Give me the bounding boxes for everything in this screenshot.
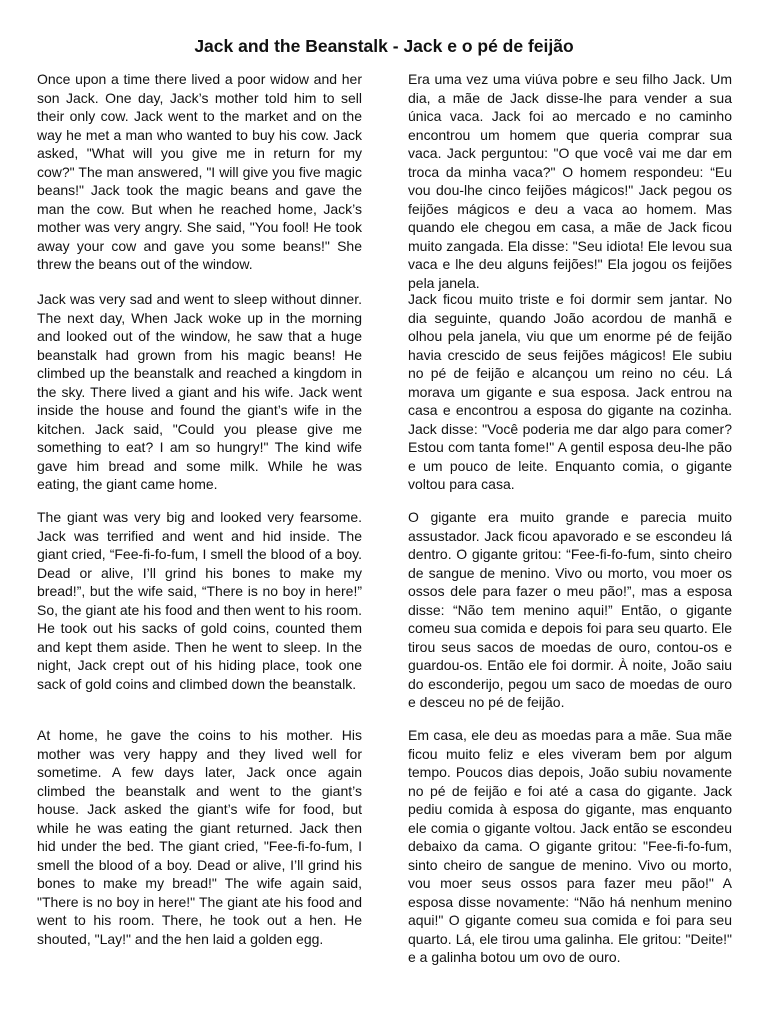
page-title: Jack and the Beanstalk - Jack e o pé de feijão bbox=[194, 36, 574, 56]
english-paragraph-3: The giant was very big and looked very fearsome. Jack was terrified and went and hid inside. The giant cried, “Fee-fi-fo-fum, I smell the blood of a boy. Dead or alive, I’ll grind his bones to make my bread!”, but the wife said, “There is no boy in here!” So, the giant ate his food and then went to his room. He took out his sacks of gold coins, counted them and kept them aside. Then he went to sleep. In the night, Jack crept out of his hiding place, took one sack of gold coins and climbed down the beanstalk. bbox=[37, 509, 362, 692]
english-paragraph-4: At home, he gave the coins to his mother. His mother was very happy and they lived well for sometime. A few days later, Jack once again climbed the beanstalk and went to the giant’s house. Jack asked the giant’s wife for food, but while he was eating the giant returned. Jack then hid under the bed. The giant cried, "Fee-fi-fo-fum, I smell the blood of a boy. Dead or alive, I’ll grind his bones to make my bread!" The wife again said, "There is no boy in here!" The giant ate his food and went to his room. There, he took out a hen. He shouted, "Lay!" and the hen laid a golden egg. bbox=[37, 727, 362, 947]
portuguese-paragraph-3: O gigante era muito grande e parecia muito assustador. Jack ficou apavorado e se escondeu lá dentro. O gigante gritou: “Fee-fi-fo-fum, sinto cheiro de sangue de menino. Vivo ou morto, vou moer os ossos dele para fazer o meu pão!”, mas a esposa disse: “Não tem menino aqui!” Então, o gigante comeu sua comida e depois foi para seu quarto. Ele tirou seus sacos de moedas de ouro, contou-os e guardou-os. Então ele foi dormir. À noite, João saiu do esconderijo, pegou um saco de moedas de ouro e desceu no pé de feijão. bbox=[408, 509, 732, 710]
portuguese-paragraph-4: Em casa, ele deu as moedas para a mãe. Sua mãe ficou muito feliz e eles viveram bem por algum tempo. Poucos dias depois, João subiu novamente no pé de feijão e foi até a casa do gigante. Jack pediu comida à esposa do gigante, mas enquanto ele comia o gigante voltou. Jack então se escondeu debaixo da cama. O gigante gritou: "Fee-fi-fo-fum, sinto cheiro de sangue de menino. Vivo ou morto, vou moer seus ossos para fazer meu pão!" A esposa disse novamente: “Não há nenhum menino aqui!" O gigante comeu sua comida e foi para seu quarto. Lá, ele tirou uma galinha. Ele gritou: "Deite!" e a galinha botou um ovo de ouro. bbox=[408, 727, 732, 965]
portuguese-paragraph-2: Jack ficou muito triste e foi dormir sem jantar. No dia seguinte, quando João acordou de manhã e olhou pela janela, viu que um enorme pé de feijão havia crescido de seus feijões mágicos! Ele subiu no pé de feijão e alcançou um reino no céu. Lá morava um gigante e sua esposa. Jack entrou na casa e encontrou a esposa do gigante na cozinha. Jack disse: "Você poderia me dar algo para comer? Estou com tanta fome!" A gentil esposa deu-lhe pão e um pouco de leite. Enquanto comia, o gigante voltou para casa. bbox=[408, 291, 732, 492]
english-paragraph-1: Once upon a time there lived a poor widow and her son Jack. One day, Jack’s mother told him to sell their only cow. Jack went to the market and on the way he met a man who wanted to buy his cow. Jack asked, "What will you give me in return for my cow?" The man answered, "I will give you five magic beans!" Jack took the magic beans and gave the man the cow. But when he reached home, Jack’s mother was very angry. She said, "You fool! He took away your cow and gave you some beans!" She threw the beans out of the window. bbox=[37, 71, 362, 272]
english-paragraph-2: Jack was very sad and went to sleep without dinner. The next day, When Jack woke up in the morning and looked out of the window, he saw that a huge beanstalk had grown from his magic beans! He climbed up the beanstalk and reached a kingdom in the sky. There lived a giant and his wife. Jack went inside the house and found the giant’s wife in the kitchen. Jack said, "Could you please give me something to eat? I am so hungry!" The kind wife gave him bread and some milk. While he was eating, the giant came home. bbox=[37, 291, 362, 492]
portuguese-paragraph-1: Era uma vez uma viúva pobre e seu filho Jack. Um dia, a mãe de Jack disse-lhe para vender a sua única vaca. Jack foi ao mercado e no caminho encontrou um homem que queria comprar sua vaca. Jack perguntou: "O que você vai me dar em troca da minha vaca?" O homem respondeu: “Eu vou dou-lhe cinco feijões mágicos!" Jack pegou os feijões mágicos e deu a vaca ao homem. Mas quando ele chegou em casa, a mãe de Jack ficou muito zangada. Ela disse: "Seu idiota! Ele levou sua vaca e lhe deu alguns feijões!" Ela jogou os feijões pela janela. bbox=[408, 71, 732, 291]
